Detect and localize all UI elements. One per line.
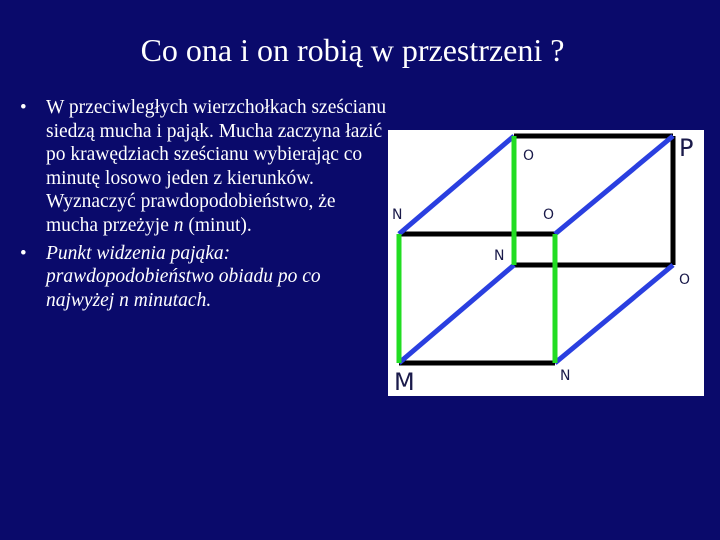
slide-title: Co ona i on robią w przestrzeni ?	[140, 32, 565, 68]
bullet-symbol: •	[20, 242, 27, 264]
bullet-variable-n: n	[173, 214, 184, 236]
cube-diagram	[388, 130, 704, 396]
label-bottom-left: M	[394, 368, 415, 396]
bullet-text-post: (minut).	[183, 214, 252, 236]
label-left-mid: N	[392, 207, 403, 223]
bullet-symbol: •	[20, 97, 27, 118]
label-center: N	[494, 248, 505, 264]
bullet-item-spider	[18, 242, 390, 313]
bullet-text-pre: W przeciwległych wierzchołkach sześcianu siedzą mucha i pająk. Mucha zaczyna łazić po krawędziach sześcianu wybierając co minutę losowo jeden z kierunków. Wyznaczyć prawdopodobieństwo, że mucha przeżyje	[46, 97, 387, 236]
label-front-mid: O	[543, 207, 555, 223]
bullet-text	[46, 97, 386, 236]
cube-svg	[388, 130, 704, 396]
bullet-item-problem	[18, 96, 390, 238]
bullet-text: Punkt widzenia pająka: prawdopodobieństwo obiadu po co najwyżej n minutach.	[46, 242, 321, 311]
label-top-right: P	[679, 134, 694, 162]
bullet-list	[18, 96, 390, 316]
label-right-mid: O	[679, 272, 691, 288]
label-back-top: O	[523, 148, 535, 164]
label-bottom-mid: N	[560, 368, 571, 384]
